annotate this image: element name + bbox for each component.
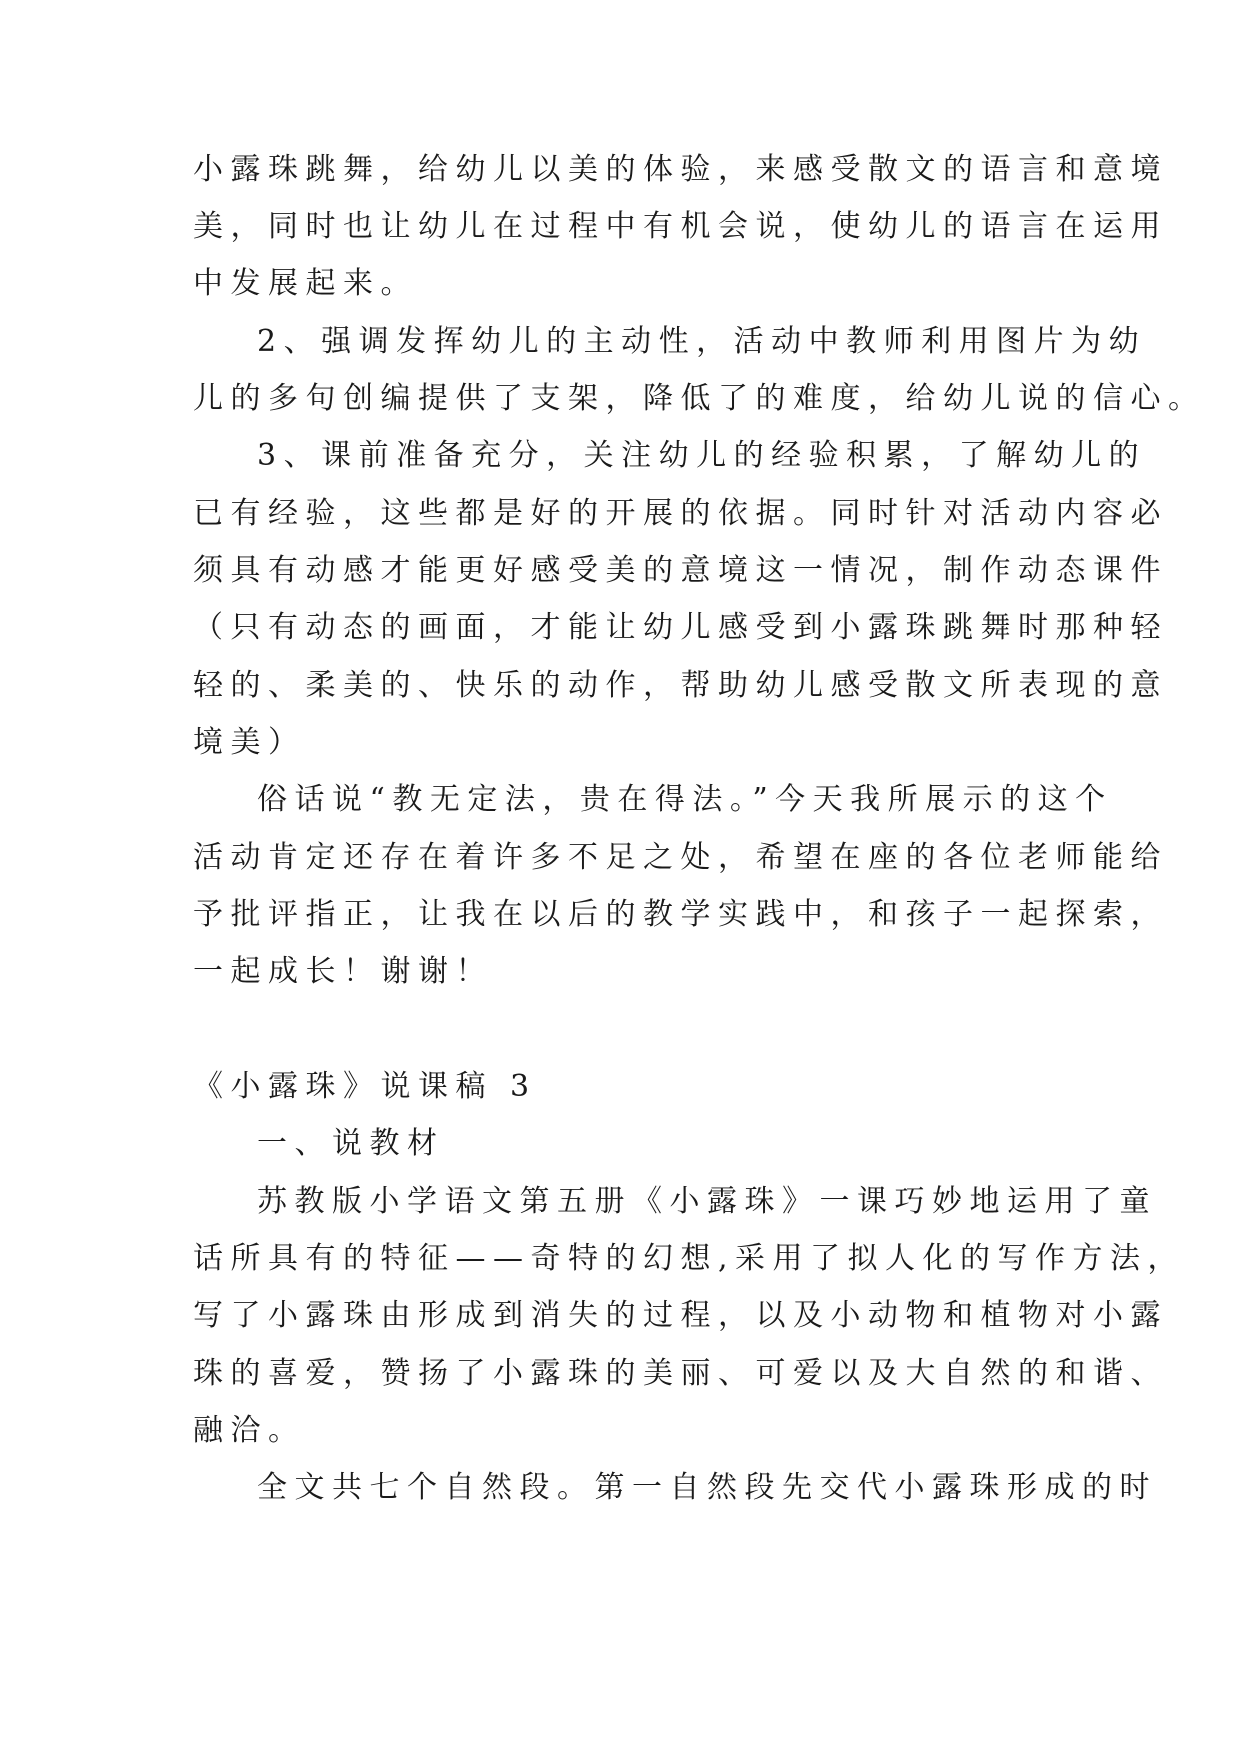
paragraph-line: 美，同时也让幼儿在过程中有机会说，使幼儿的语言在运用: [193, 209, 1168, 244]
paragraph-line: 珠的喜爱，赞扬了小露珠的美丽、可爱以及大自然的和谐、: [193, 1356, 1168, 1391]
paragraph-line: 境美）: [193, 725, 306, 760]
paragraph-line: 予批评指正，让我在以后的教学实践中，和孩子一起探索，: [193, 897, 1168, 932]
paragraph-line: 写了小露珠由形成到消失的过程，以及小动物和植物对小露: [193, 1298, 1168, 1333]
section-heading: 一、说教材: [257, 1126, 445, 1161]
paragraph-line: 活动肯定还存在着许多不足之处，希望在座的各位老师能给: [193, 840, 1168, 875]
paragraph-line: （只有动态的画面，才能让幼儿感受到小露珠跳舞时那种轻: [193, 610, 1168, 645]
paragraph-line: 话所具有的特征——奇特的幻想,采用了拟人化的写作方法，: [193, 1241, 1186, 1276]
paragraph-line: 须具有动感才能更好感受美的意境这一情况，制作动态课件: [193, 553, 1168, 588]
section-title: 《小露珠》说课稿 3: [193, 1069, 537, 1104]
paragraph-line: 小露珠跳舞，给幼儿以美的体验，来感受散文的语言和意境: [193, 152, 1168, 187]
paragraph-line: 一起成长！谢谢！: [193, 954, 493, 989]
paragraph-line: 儿的多句创编提供了支架，降低了的难度，给幼儿说的信心。: [193, 381, 1206, 416]
paragraph-line: 2、强调发挥幼儿的主动性，活动中教师利用图片为幼: [257, 324, 1147, 359]
paragraph-line: 全文共七个自然段。第一自然段先交代小露珠形成的时: [257, 1470, 1157, 1505]
paragraph-line: 中发展起来。: [193, 266, 418, 301]
paragraph-line: 轻的、柔美的、快乐的动作，帮助幼儿感受散文所表现的意: [193, 668, 1168, 703]
paragraph-line: 融洽。: [193, 1413, 306, 1448]
paragraph-line: 苏教版小学语文第五册《小露珠》一课巧妙地运用了童: [257, 1184, 1157, 1219]
paragraph-line: 3、课前准备充分，关注幼儿的经验积累，了解幼儿的: [257, 438, 1147, 473]
paragraph-line: 已有经验，这些都是好的开展的依据。同时针对活动内容必: [193, 496, 1168, 531]
paragraph-line: 俗话说“教无定法，贵在得法。”今天我所展示的这个: [257, 782, 1113, 817]
